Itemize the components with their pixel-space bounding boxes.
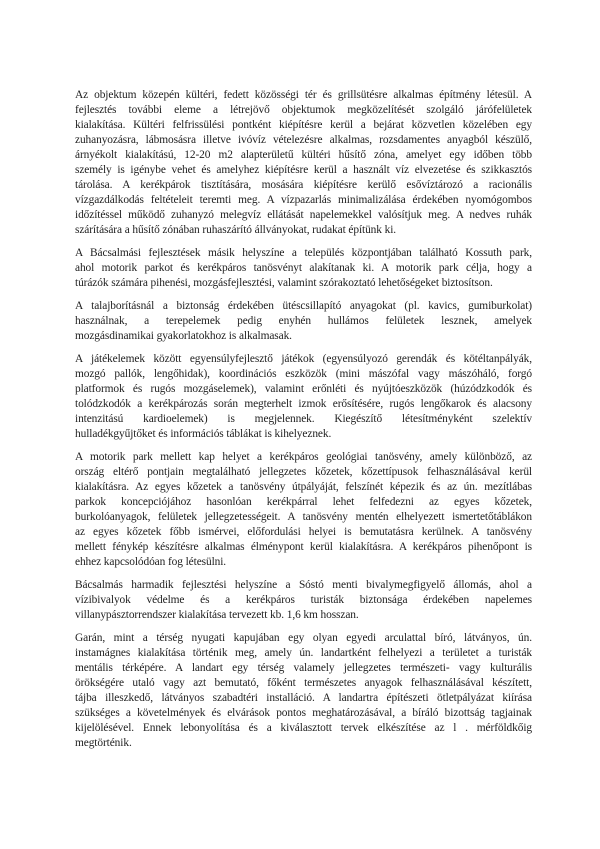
text-line: mozgásdinamikai gyakorlatokhoz is alkalmasak. [75, 330, 292, 342]
text-line: megtörténik. [75, 737, 132, 749]
paragraph [75, 352, 532, 442]
paragraph [75, 450, 532, 570]
paragraph [75, 299, 532, 344]
text-line: árnyékolt kialakítású, 12-20 m2 alapterületű kültéri hűsítő zóna, amelyet egy időben több [75, 149, 532, 161]
text-line: mentális térképére. A landart egy térség valamely jellegzetes természeti- vagy kulturális [75, 662, 532, 674]
text-line: szükséges a követelmények és elvárások pontos meghatározásával, a bíráló bizottság tagjainak [75, 707, 532, 719]
document-text-block [75, 88, 532, 759]
text-line: zuhanyozásra, lábmosásra illetve ivóvíz vételezésre alkalmas, rozsdamentes anyagból készülő, [75, 134, 532, 146]
text-line: villanypásztorrendszer kialakítása tervezett kb. 1,6 km hosszan. [75, 609, 359, 621]
text-line: fejlesztés további eleme a létrejövő objektumok megközelítését szolgáló járófelületek [75, 104, 532, 116]
text-line: ahol motorik parkot és kerékpáros tanösvényt alakítanak ki. A motorik park célja, hogy a [75, 262, 532, 274]
text-line: mozgó pallók, lengőhidak), koordinációs eszközök (mini mászófal vagy mászóháló, forgó [75, 368, 532, 380]
text-line: A talajborításnál a biztonság érdekében ütéscsillapító anyagokat (pl. kavics, gumiburkolat) [75, 300, 532, 312]
text-line: mellett fénykép készítésre alkalmas élménypont kerül kialakításra. A kerékpáros pihenőpont is [75, 541, 532, 553]
text-line: intenzitású kardioelemek) is megjelennek. Kiegészítő létesítményként szelektív [75, 413, 532, 425]
text-line: tárolása. A kerékpárok tisztítására, mosására kiépítésre kerülő esővíztározó a racionális [75, 179, 532, 191]
text-line: használnak, a terepelemek pedig enyhén hullámos felületek lesznek, amelyek [75, 315, 532, 327]
text-line: vízibivalyok védelme és a kerékpáros turisták biztonsága érdekében napelemes [75, 594, 532, 606]
text-line: kialakításra. Az egyes kőzetek a tanösvény útpályáját, felszínét képezik és az ún. mezítlábas [75, 481, 532, 493]
text-line: Bácsalmás harmadik fejlesztési helyszíne a Sóstó menti bivalymegfigyelő állomás, ahol a [75, 579, 532, 591]
text-line: parkok koncepciójához hasonlóan kerékpárral lehet felfedezni az egyes kőzetek, [75, 496, 532, 508]
text-line: A játékelemek között egyensúlyfejlesztő játékok (egyensúlyozó gerendák és kötéltanpályák, [75, 353, 532, 365]
paragraph [75, 246, 532, 291]
text-line: személy is igénybe vehet és amelyhez kiépítésre kerül a használt víz elvezetése és szikkasztós [75, 164, 532, 176]
text-line: A Bácsalmási fejlesztések másik helyszíne a település központjában található Kossuth park, [75, 247, 532, 259]
text-line: időzítéssel működő zuhanyzó melegvíz ellátását napelemekkel valósítjuk meg. A nedves ruhák [75, 209, 532, 221]
text-line: A motorik park mellett kap helyet a kerékpáros geológiai tanösvény, amely különböző, az [75, 451, 532, 463]
text-line: tájba illeszkedő, látványos szabadtéri installáció. A landartra építészeti ötletpályázat kiírása [75, 692, 532, 704]
paragraph [75, 88, 532, 238]
text-line: platformok és rugós mozgáselemek), valamint erőnléti és nyújtóeszközök (húzódzkodók és [75, 383, 532, 395]
text-line: szárítására a hűsítő zónában ruhaszárító állványokat, rudakat építünk ki. [75, 224, 397, 236]
text-line: hulladékgyűjtőket és információs táblákat is kihelyeznek. [75, 428, 332, 440]
text-line: túrázók számára pihenési, mozgásfejlesztési, valamint szórakoztató lehetőségeket biztosítson. [75, 277, 493, 289]
text-line: vízgazdálkodás feltételeit teremti meg. A vízpazarlás minimalizálása érdekében nyomógombos [75, 194, 532, 206]
text-line: kialakítása. Kültéri felfrissülési pontként kiépítésre kerül a bejárat közvetlen közelében egy [75, 119, 532, 131]
text-line: ehhez kapcsolódóan fog létesülni. [75, 556, 227, 568]
text-line: ország eltérő pontjain megtalálható jellegzetes kőzetek, kőzettípusok felhasználásával kerül [75, 466, 532, 478]
text-line: az egyes kőzetek főbb ismérvei, előfordulási helyei is bemutatásra kerülnek. A tanösvény [75, 526, 532, 538]
paragraph [75, 578, 532, 623]
text-line: Az objektum közepén kültéri, fedett közösségi tér és grillsütésre alkalmas építmény létesül. A [75, 89, 532, 101]
text-line: tolódzkodók a kerékpározás során megterhelt izmok erősítésére, rugós lengőkarok és alacsony [75, 398, 532, 410]
paragraph [75, 631, 532, 751]
text-line: instamágnes kialakítása történik meg, amely ún. landartként felhelyezi a területet a turisták [75, 647, 532, 659]
text-line: burkolóanyagok, felületek jellegzetességeit. A tanösvény mentén elhelyezett ismertetőtáblákon [75, 511, 532, 523]
text-line: kijelölésével. Ennek lebonyolítása és a kiválasztott tervek elkészítése az l . mérföldkőig [75, 722, 532, 734]
text-line: örökségére utaló vagy azt bemutató, főként természetes anyagok felhasználásával készített, [75, 677, 532, 689]
text-line: Garán, mint a térség nyugati kapujában egy olyan egyedi arculattal bíró, látványos, ún. [75, 632, 532, 644]
